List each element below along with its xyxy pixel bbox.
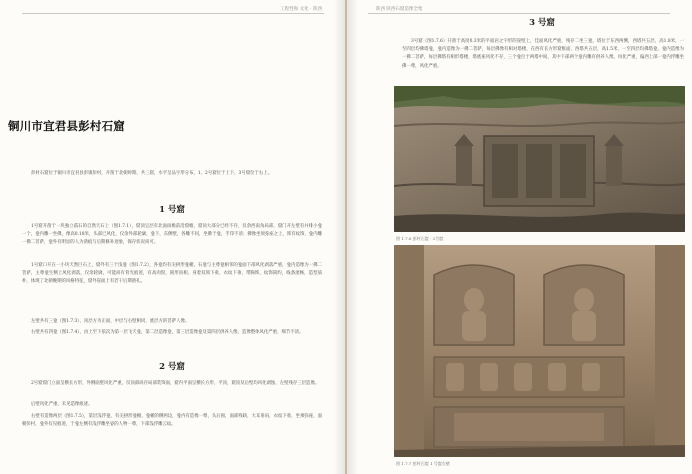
cave1-paragraph-4: 右壁共有四龛（图1.7.4），由上至下依次为第一层飞天龛，第二层造像龛，第三层造像龛及第四层供养人像，造像整体风化严重，细节不清。 bbox=[31, 330, 304, 335]
gutter-shadow-right bbox=[346, 0, 358, 474]
right-page bbox=[346, 0, 692, 474]
running-head-right: 陕西 陕西石窟造像全集 bbox=[376, 7, 423, 12]
cave2-paragraph-1: 2号窟窟门立面呈横长方形，外侧面壁风化严重，仅顶部尚存局部装饰面，窟内平面呈横长方形，平顶，窟顶及后壁均风化剥蚀，左壁残存三层造像。 bbox=[31, 381, 320, 386]
section-heading-cave-1: 1 号窟 bbox=[159, 205, 185, 215]
rock-cliff-image bbox=[394, 86, 685, 232]
header-rule-left bbox=[22, 13, 324, 14]
cave2-paragraph-2: 后壁风化严重，未见造像痕迹。 bbox=[31, 402, 93, 407]
carved-wall-image bbox=[394, 245, 685, 457]
cave1-paragraph-3: 左壁共有三龛（图1.7.3），顶层方为正面，中层与右壁相同，底层方的菩萨人像。 bbox=[31, 319, 190, 324]
intro-paragraph: 彭村石窟位于铜川市宜君县彭镇彭村，开凿于北朝时期，共三窟，水平呈品字形分布，1、2号窟位于上下，3号窟位于右上。 bbox=[31, 171, 273, 176]
photo-cave-3-facade bbox=[394, 86, 685, 232]
figure-caption-1: 图 1.7.6 彭村石窟 · 3号窟 bbox=[396, 236, 444, 241]
header-rule-right bbox=[368, 13, 670, 14]
book-gutter bbox=[345, 0, 347, 474]
photo-cave-1-wall-carvings bbox=[394, 245, 685, 457]
cave1-paragraph-1: 1号窟开凿于一块独立孤石的自然天石上（图1.7.1），窟顶呈层有北面雨檐前沿窟檐，窟顶大部分已经不存，仅余西南角局部，窟门开左壁有并排小龛一个，龛内雕一坐佛，像高0.18米，头部已风化，仅余外部轮廓，龛下，东侧壁，各雕不同，坐佛于龛，手印不清；佛像坐须弥座之上，饰有纹饰，龛内雕一佛二菩萨，龛外有明显的人为凿痕与后期修补迹象，保存状况尚可。 bbox=[22, 224, 322, 246]
cave1-paragraph-2: 1号窟口开在一小块天然巨石上，窟外有三个浅龛（图1.7.2），各龛均有尖拱形龛楣，石龛与主尊龛相邻的龛面下部风化剥落严重，龛内造像为一佛二菩萨，主尊龛生侧上风化剥落，仅余轮廓，可能尚有背光痕迹，有高肉髻，圆形顶相，身着双领下垂，衣纹下垂，带胸饰，纹饰简约，线条流畅，造型质朴，体现了北朝晚期的风格特征，窟外崖面上有若干后期凿孔。 bbox=[22, 263, 322, 285]
section-heading-cave-2: 2 号窟 bbox=[159, 362, 185, 372]
section-heading-cave-3: 3 号窟 bbox=[529, 18, 555, 28]
figure-caption-2: 图 1.7.7 彭村石窟 1 号窟右壁 bbox=[396, 461, 450, 466]
cave3-paragraph: 3号窟（图1.7.6）开凿于高度0.3米的平面岩之字形的崖壁上，佳面风化严重，残存二坐三龛，塔位于东西两侧，西塔共五层，高1.8米，一至四层均佛塔龛，龛内造像为一佛二菩萨，每层佛像有相对塔楼，在西有长方形窟框面，西塔共五层，高1.5米，一至四层均佛塔龛，龛内造像为一佛二菩萨，每层佛塔有相形塔楼，塔底座风化不存，三个龛位于两塔中间，其中下部两个龛内雕有供养人像，风化严重，偏西上部一龛内浮雕坐佛一尊，风化严重。 bbox=[402, 39, 684, 69]
running-head-left: 工程性和 文化 · 陕西 bbox=[280, 7, 322, 12]
chapter-title: 铜川市宜君县彭村石窟 bbox=[8, 119, 125, 133]
cave2-paragraph-3: 右壁有造像两层（图1.7.5），第层浅浮龛，有尖拱形龛楣，龛楣的侧两边，龛内有造像一尊，头后圆，面部残缺，大耳垂肩，衣纹下垂，坐须弥座，面朝彭村，龛外仅见痕迹，于龛左侧有浅浮雕坐姿的人物一尊，下部浅浮雕云纹。 bbox=[22, 414, 322, 428]
